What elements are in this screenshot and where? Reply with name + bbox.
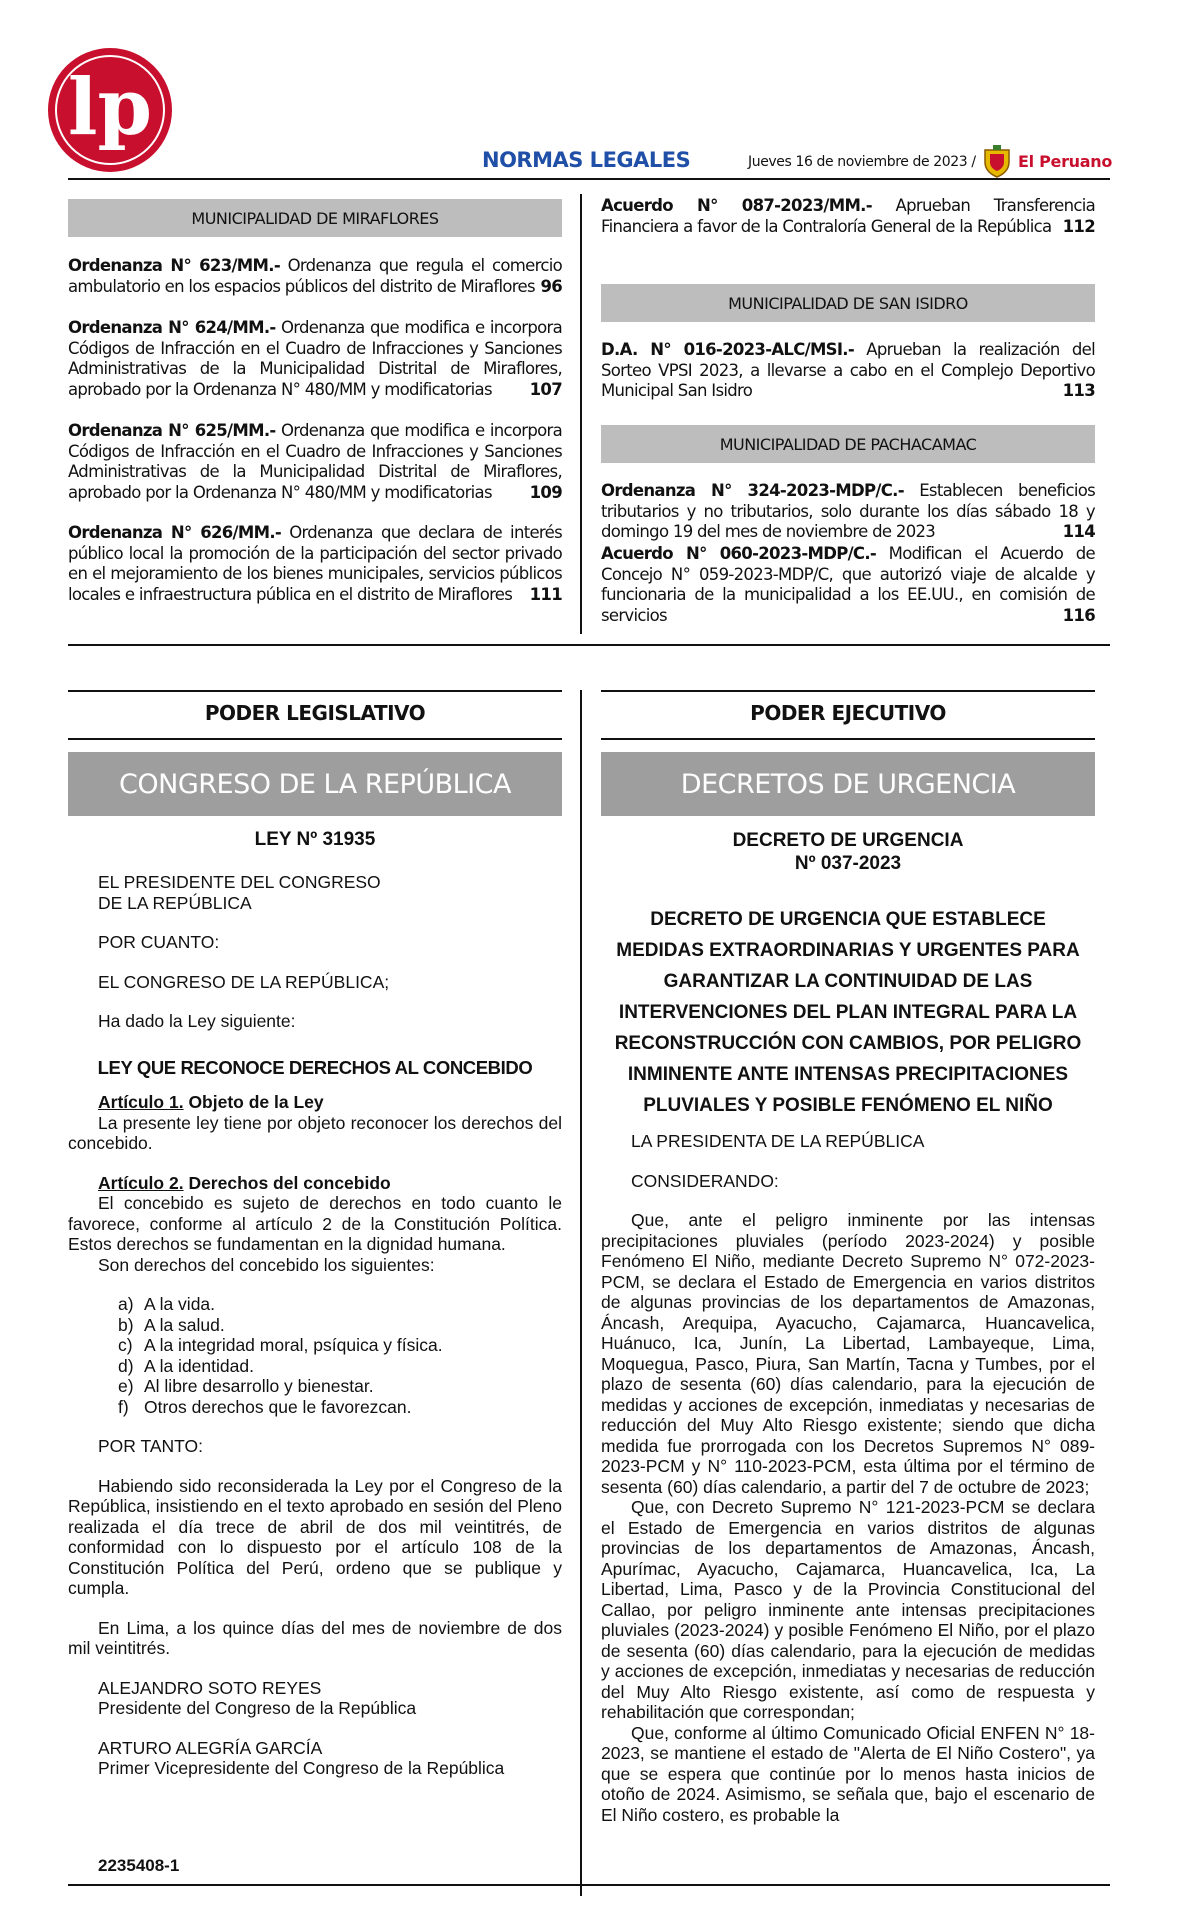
rights-list xyxy=(68,1294,562,1417)
section-ejecutivo: PODER EJECUTIVO xyxy=(750,701,946,725)
du-title: DECRETO DE URGENCIA QUE ESTABLECE MEDIDAS EXTRAORDINARIAS Y URGENTES PARA GARANTIZAR LA CONTINUIDAD DE LAS INTERVENCIONES DEL PLAN INTEGRAL PARA LA RECONSTRUCCIÓN CON CAMBIOS, POR PELIGRO INMINENTE ANTE INTENSAS PRECIPITACIONES PLUVIALES Y POSIBLE FENÓMENO EL NIÑO xyxy=(614,909,1082,1116)
entry-ref: Acuerdo N° 060-2023-MDP/C.- xyxy=(601,544,877,563)
entry-text: Ordenanza que modifica e incorpora Códigos de Infracción en el Cuadro de Infracciones y Sanciones Administrativas de la Municipalidad Distrital de Miraflores, aprobado por la Ordenanza N° 480/MM y modificatorias xyxy=(68,318,562,399)
ejecutivo-top-rule xyxy=(601,690,1095,692)
paper-name: El Peruano xyxy=(1018,152,1113,171)
list-letter: d) xyxy=(118,1355,134,1376)
list-text: Otros derechos que le favorezcan. xyxy=(144,1396,412,1417)
band-pachacamac: MUNICIPALIDAD DE PACHACAMAC xyxy=(601,425,1095,463)
list-letter: b) xyxy=(118,1314,134,1335)
article-1-title: Objeto de la Ley xyxy=(183,1092,324,1112)
entry-page: 113 xyxy=(1062,381,1095,400)
summary-entry-pachacamac-1 xyxy=(601,481,1095,543)
list-item xyxy=(68,1397,562,1418)
banner-decretos-urgencia: DECRETOS DE URGENCIA xyxy=(601,752,1095,816)
list-item xyxy=(68,1294,562,1315)
por-tanto: POR TANTO: xyxy=(98,1436,204,1456)
article-2-paragraph-1: El concebido es sujeto de derechos en todo cuanto le favorece, conforme al artículo 2 de la Constitución Política. Estos derechos se fundamentan en la dignidad humana. xyxy=(68,1193,562,1254)
considerando-paragraph-1: Que, ante el peligro inminente por las intensas precipitaciones pluviales (período 2023-2024) y posible Fenómeno El Niño, mediante Decreto Supremo N° 072-2023-PCM, se declara el Estado de Emergencia en varios distritos de algunas provincias de los departamentos de Amazonas, Áncash, Arequipa, Ayacucho, Cajamarca, Huancavelica, Huánuco, Ica, Junín, La Libertad, Lambayeque, Lima, Moquegua, Pasco, Piura, San Martín, Tacna y Tumbes, por el plazo de sesenta (60) días calendario, para la ejecución de medidas y acciones de excepción, inmediatas y necesarias de reducción del Muy Alto Riesgo existente; siendo que dicha medida fue prorrogada con los Decretos Supremos N° 089-2023-PCM y N° 110-2023-PCM, esta última por el término de sesenta (60) días calendario, a partir del 7 de octubre de 2023; xyxy=(601,1210,1095,1497)
summary-column-divider xyxy=(580,194,582,634)
article-1-heading xyxy=(68,1092,562,1113)
presidente-line-1: EL PRESIDENTE DEL CONGRESO xyxy=(98,872,381,892)
entry-ref: D.A. N° 016-2023-ALC/MSI.- xyxy=(601,340,855,359)
band-miraflores: MUNICIPALIDAD DE MIRAFLORES xyxy=(68,199,562,237)
list-item xyxy=(68,1335,562,1356)
band-san-isidro: MUNICIPALIDAD DE SAN ISIDRO xyxy=(601,284,1095,322)
legislativo-body xyxy=(68,872,562,1779)
summary-entry-miraflores-4 xyxy=(68,523,562,605)
lp-logo xyxy=(46,46,174,174)
congreso-line: EL CONGRESO DE LA REPÚBLICA; xyxy=(98,971,390,992)
publication-date: Jueves 16 de noviembre de 2023 / xyxy=(748,154,976,170)
body-column-divider xyxy=(580,690,582,1896)
article-2-label: Artículo 2. xyxy=(98,1172,184,1193)
list-letter: c) xyxy=(118,1335,133,1355)
entry-page: 107 xyxy=(529,379,562,399)
list-text: A la salud. xyxy=(144,1314,225,1335)
coat-of-arms-icon xyxy=(982,144,1012,178)
list-letter: f) xyxy=(118,1396,129,1417)
signer-1-name: ALEJANDRO SOTO REYES xyxy=(98,1677,322,1698)
summary-entry-miraflores-3 xyxy=(68,421,562,503)
du-line-2: Nº 037-2023 xyxy=(794,853,902,874)
entry-ref: Ordenanza N° 324-2023-MDP/C.- xyxy=(601,481,904,500)
entry-page: 116 xyxy=(1062,605,1095,625)
entry-page: 112 xyxy=(1062,216,1095,236)
entry-ref: Ordenanza N° 624/MM.- xyxy=(68,318,276,337)
entry-text: Establecen beneficios tributarios y no tributarios, solo durante los días sábado 18 y domingo 19 del mes de noviembre de 2023 xyxy=(601,481,1095,541)
list-item xyxy=(68,1356,562,1377)
entry-page: 111 xyxy=(529,584,562,604)
list-text: A la identidad. xyxy=(144,1355,254,1376)
legislativo-head-rule xyxy=(68,738,562,740)
ha-dado: Ha dado la Ley siguiente: xyxy=(98,1011,296,1031)
list-item xyxy=(68,1315,562,1336)
habiendo-paragraph: Habiendo sido reconsiderada la Ley por el Congreso de la República, insistiendo en el texto aprobado en sesión del Pleno realizada el día trece de abril de dos mil veintitrés, de conformidad con lo dispuesto por el artículo 108 de la Constitución Política del Perú, ordeno que se publique y cumpla. xyxy=(68,1475,562,1598)
presidenta-line: LA PRESIDENTA DE LA REPÚBLICA xyxy=(631,1131,925,1151)
summary-entry-miraflores-1 xyxy=(68,256,562,297)
banner-congreso: CONGRESO DE LA REPÚBLICA xyxy=(68,752,562,816)
du-line-1: DECRETO DE URGENCIA xyxy=(732,830,964,851)
list-text: A la integridad moral, psíquica y física. xyxy=(144,1335,443,1355)
publication-code: 2235408-1 xyxy=(98,1856,180,1875)
considerando-paragraph-2: Que, con Decreto Supremo N° 121-2023-PCM se declara el Estado de Emergencia en varios distritos de algunas provincias de los departamentos de Amazonas, Áncash, Apurímac, Ayacucho, Cajamarca, Huancavelica, Ica, La Libertad, Lima, Pasco y de la Provincia Constitucional del Callao, por peligro inminente ante intensas precipitaciones pluviales (2023-2024) y posible Fenómeno El Niño, por el plazo de sesenta (60) días calendario, para la ejecución de medidas y acciones de excepción, inmediatas y necesarias de reducción del Muy Alto Riesgo existente, así como de respuesta y rehabilitación que correspondan; xyxy=(601,1497,1095,1722)
en-lima-paragraph: En Lima, a los quince días del mes de noviembre de dos mil veintitrés. xyxy=(68,1617,562,1658)
considerando-paragraph-3: Que, conforme al último Comunicado Oficial ENFEN N° 18-2023, se mantiene el estado de "Alerta de El Niño Costero", ya que se espera que continúe por lo menos hasta inicios de otoño de 2024. Asimismo, se señala que, bajo el escenario de El Niño costero, es probable la xyxy=(601,1722,1095,1825)
summary-bottom-rule xyxy=(68,644,1110,646)
lp-logo-text: lp xyxy=(67,62,153,153)
summary-entry-pachacamac-2 xyxy=(601,544,1095,626)
entry-text: Aprueban Transferencia Financiera a favor de la Contraloría General de la República xyxy=(601,196,1096,236)
entry-text: Aprueban la realización del Sorteo VPSI 2023, a llevarse a cabo en el Complejo Deportivo Municipal San Isidro xyxy=(601,340,1095,400)
ley-title: LEY QUE RECONOCE DERECHOS AL CONCEBIDO xyxy=(97,1056,533,1078)
list-item xyxy=(68,1376,562,1397)
entry-ref: Ordenanza N° 626/MM.- xyxy=(68,523,282,542)
entry-ref: Ordenanza N° 625/MM.- xyxy=(68,421,276,440)
summary-entry-san-isidro xyxy=(601,340,1095,402)
ejecutivo-head-rule xyxy=(601,738,1095,740)
section-legislativo: PODER LEGISLATIVO xyxy=(204,701,426,725)
section-title: NORMAS LEGALES xyxy=(482,148,691,172)
por-cuanto: POR CUANTO: xyxy=(98,932,220,952)
list-text: Al libre desarrollo y bienestar. xyxy=(144,1376,374,1396)
article-1-label: Artículo 1. xyxy=(98,1092,184,1112)
entry-ref: Acuerdo N° 087-2023/MM.- xyxy=(601,196,872,215)
summary-entry-contraloria xyxy=(601,196,1095,237)
page-bottom-rule xyxy=(68,1884,1110,1886)
ejecutivo-body xyxy=(601,1131,1095,1825)
article-2-paragraph-2: Son derechos del concebido los siguientes: xyxy=(98,1254,435,1275)
list-letter: a) xyxy=(118,1294,134,1314)
entry-text: Ordenanza que modifica e incorpora Códigos de Infracción en el Cuadro de Infracciones y Sanciones Administrativas de la Municipalidad Distrital de Miraflores, aprobado por la Ordenanza N° 480/MM y modificatorias xyxy=(68,421,562,502)
du-heading xyxy=(601,829,1095,875)
signer-1-role: Presidente del Congreso de la República xyxy=(98,1698,417,1718)
entry-page: 114 xyxy=(1062,522,1095,541)
presidente-line-2: DE LA REPÚBLICA xyxy=(98,892,252,913)
entry-page: 96 xyxy=(540,276,562,296)
entry-text: Ordenanza que regula el comercio ambulatorio en los espacios públicos del distrito de Miraflores xyxy=(68,256,562,296)
entry-ref: Ordenanza N° 623/MM.- xyxy=(68,256,280,275)
ley-number: LEY Nº 31935 xyxy=(254,829,376,850)
summary-entry-miraflores-2 xyxy=(68,318,562,400)
article-2-title: Derechos del concebido xyxy=(183,1172,391,1193)
list-letter: e) xyxy=(118,1376,134,1396)
legislativo-top-rule xyxy=(68,690,562,692)
entry-text: Ordenanza que declara de interés público local la promoción de la participación del sector privado en el mejoramiento de los bienes municipales, servicios públicos locales e infraestructura pública en el distrito de Miraflores xyxy=(68,523,562,604)
signer-2-role: Primer Vicepresidente del Congreso de la República xyxy=(98,1758,505,1778)
entry-text: Modifican el Acuerdo de Concejo N° 059-2023-MDP/C, que autorizó viaje de alcalde y funcionaria de la municipalidad a los EE.UU., en comisión de servicios xyxy=(601,544,1095,625)
header-rule xyxy=(68,178,1110,180)
article-1-text: La presente ley tiene por objeto reconocer los derechos del concebido. xyxy=(68,1112,562,1153)
article-2-heading xyxy=(68,1173,562,1194)
entry-page: 109 xyxy=(529,482,562,502)
signer-2-name: ARTURO ALEGRÍA GARCÍA xyxy=(98,1737,323,1758)
considerando: CONSIDERANDO: xyxy=(631,1170,779,1191)
list-text: A la vida. xyxy=(144,1294,216,1314)
